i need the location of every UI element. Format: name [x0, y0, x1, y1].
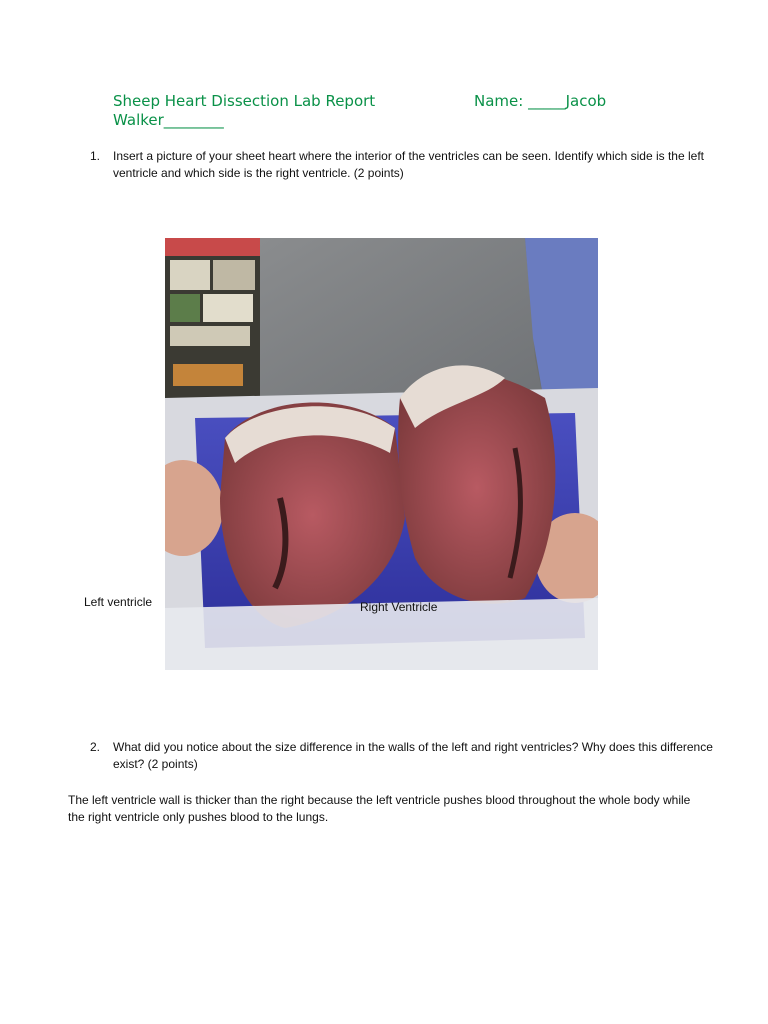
answer-text: The left ventricle wall is thicker than the right because the left ventricle pushes blood throughout the whole body while the right ventricle only pushes blood to the lungs. [68, 793, 691, 824]
left-ventricle-label: Left ventricle [84, 595, 153, 609]
name-field: Name: _____Jacob [474, 92, 607, 110]
name-continued: Walker________ [113, 111, 224, 129]
question-number: 1. [90, 149, 101, 163]
question-number: 2. [90, 740, 101, 754]
question-text: Insert a picture of your sheet heart where the interior of the ventricles can be seen. Identify which side is the left ventricle and which side is the right ventricle. (2 points) [113, 149, 704, 180]
right-ventricle-label: Right Ventricle [360, 600, 438, 614]
report-title: Sheep Heart Dissection Lab Report [113, 92, 376, 110]
question-text: What did you notice about the size difference in the walls of the left and right ventricles? Why does this difference exist? (2 points) [113, 740, 713, 771]
